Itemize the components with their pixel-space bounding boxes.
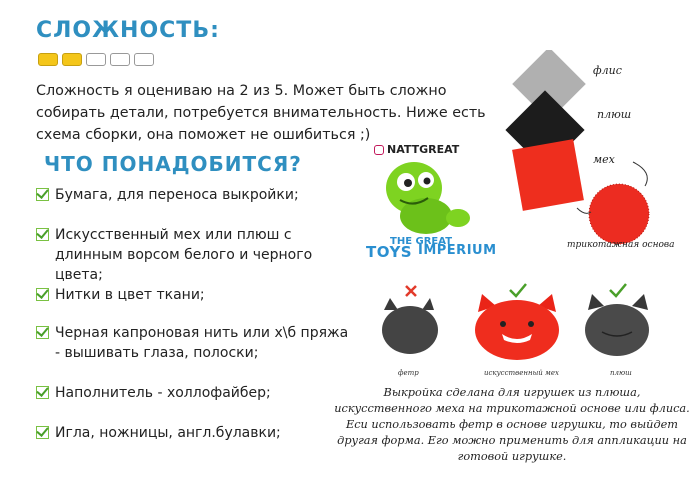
checkbox-icon [36,426,49,439]
rating-box [62,53,82,66]
knit-base-label: трикотажная основа [567,240,675,250]
checkbox-icon [36,326,49,339]
rating-box [134,53,154,66]
checkbox-icon [36,188,49,201]
plush-label: плюш [597,108,632,121]
toy-comparison [370,280,670,370]
difficulty-title: СЛОЖНОСТЬ: [36,18,220,43]
list-item: Нитки в цвет ткани; [36,285,205,305]
list-item: Наполнитель - холлофайбер; [36,383,271,403]
instagram-handle: NATTGREAT [374,143,459,156]
difficulty-rating [38,53,154,66]
fur-label: мех [593,153,615,166]
plush-toy-label: плюш [610,369,632,377]
materials-title: ЧТО ПОНАДОБИТСЯ? [44,152,302,176]
list-item: Искусственный мех или плюш с длинным ворсом белого и черного цвета; [36,225,356,285]
checkbox-icon [36,288,49,301]
difficulty-description: Сложность я оцениваю на 2 из 5. Может быть сложно собирать детали, потребуется внимательность. Ниже есть схема сборки, она поможет не ошибиться ;) [36,83,486,143]
rating-box [110,53,130,66]
brand-line2b: IMPERIUM [418,243,497,258]
list-item: Игла, ножницы, англ.булавки; [36,423,281,443]
plush-head [585,304,649,356]
cross-icon [406,286,416,296]
fur-toy-label: искусственный мех [484,369,559,377]
rating-box [86,53,106,66]
felt-head [382,306,438,354]
instagram-icon [374,145,384,155]
fleece-label: флис [593,64,622,77]
fur-swatch [512,139,584,211]
check-icon [510,284,526,296]
list-item: Бумага, для переноса выкройки; [36,185,299,205]
check-icon [610,284,626,296]
comparison-caption: Выкройка сделана для игрушек из плюша, искусственного меха на трикотажной основе или флиса. Еси использовать фетр в основе игрушки, то выйдет другая форма. Его можно применить для аппликации на готовой игрушке. [334,386,690,463]
rating-box [38,53,58,66]
felt-label: фетр [398,369,419,377]
checkbox-icon [36,386,49,399]
checkbox-icon [36,228,49,241]
fur-head [475,300,559,360]
brand-line2a: TOYS [366,243,413,261]
brand-mascot-icon [378,158,474,240]
list-item: Черная капроновая нить или х\б пряжа - вышивать глаза, полоски; [36,323,356,363]
brand-line1: THE GREAT [390,236,453,247]
